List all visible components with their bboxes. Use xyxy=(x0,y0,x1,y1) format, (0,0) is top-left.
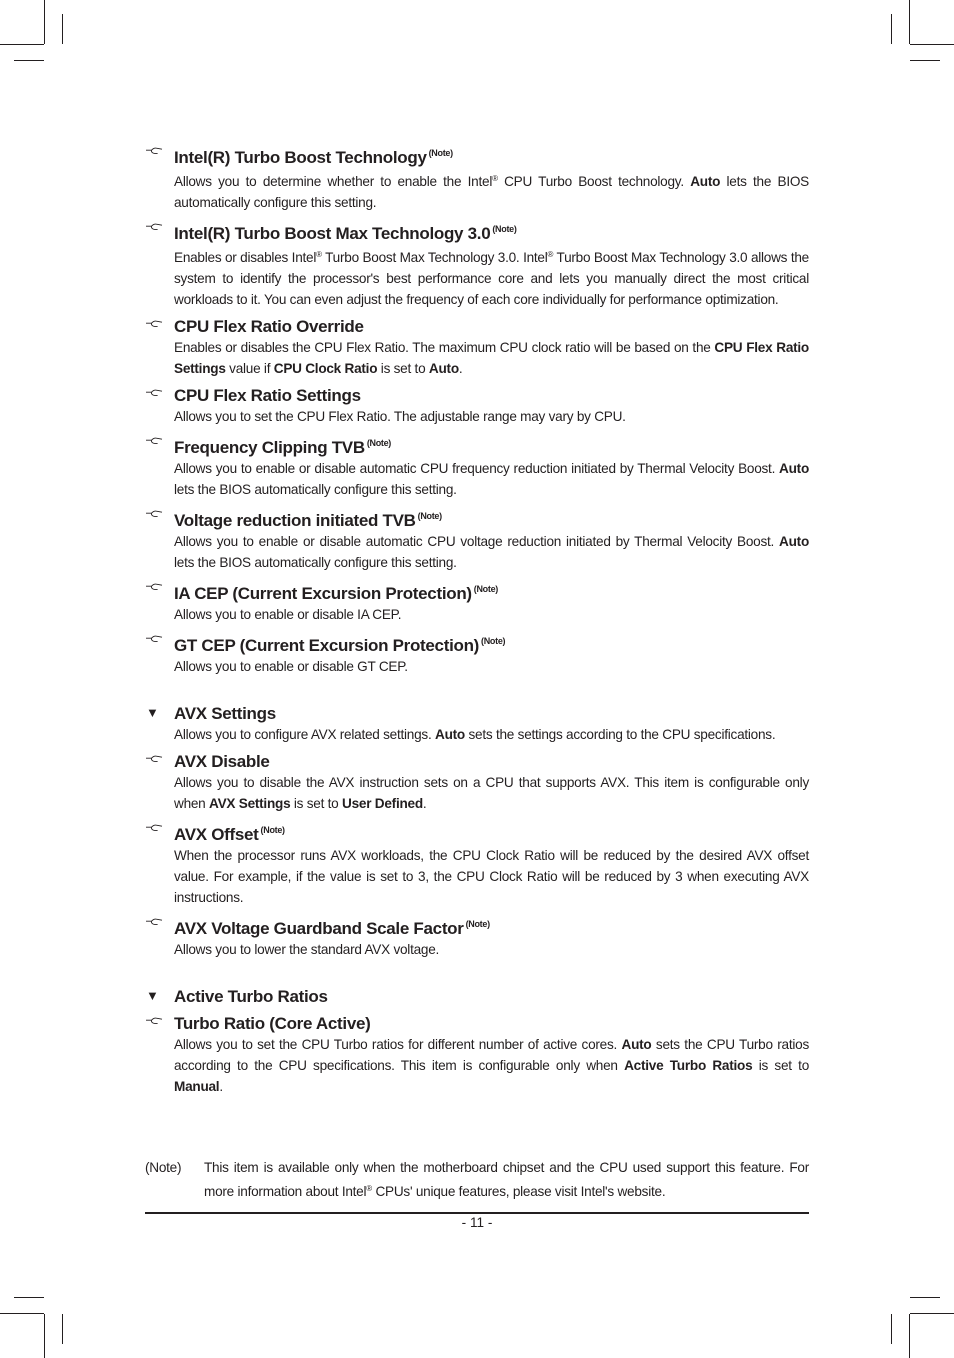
footnote-label: (Note) xyxy=(145,1160,182,1175)
setting-title: CPU Flex Ratio Override xyxy=(174,317,364,336)
setting-description: Allows you to determine whether to enable the Intel® CPU Turbo Boost technology. Auto lets the BIOS automatically configure this setting. xyxy=(174,174,809,210)
note-marker: (Note) xyxy=(428,148,453,158)
setting-description: When the processor runs AVX workloads, the CPU Clock Ratio will be reduced by the desired AVX offset value. For example, if the value is set to 3, the CPU Clock Ratio will be reduced by 3 when executing AVX instructions. xyxy=(174,848,809,905)
crop-mark xyxy=(910,44,954,45)
setting-title: GT CEP (Current Excursion Protection) $^{(Note)}$ xyxy=(174,636,506,655)
crop-mark xyxy=(891,1314,892,1344)
setting-description: Allows you to lower the standard AVX voltage. xyxy=(174,942,440,957)
setting-title: Intel(R) Turbo Boost Technology $^{(Note)}$ xyxy=(174,148,453,167)
note-marker: (Note) xyxy=(417,511,442,521)
setting-title: Turbo Ratio (Core Active) xyxy=(174,1014,371,1033)
note-marker: (Note) xyxy=(465,919,490,929)
setting-description: Enables or disables the CPU Flex Ratio. The maximum CPU clock ratio will be based on the CPU Flex Ratio Settings value if CPU Clock Ratio is set to Auto. xyxy=(174,340,809,376)
pointing-hand-icon xyxy=(145,753,163,765)
pointing-hand-icon xyxy=(145,916,163,928)
setting-title: AVX Disable xyxy=(174,752,270,771)
setting-title: Voltage reduction initiated TVB $^{(Note)}$ xyxy=(174,511,442,530)
crop-mark xyxy=(0,1313,44,1314)
setting-entry xyxy=(145,751,809,814)
pointing-hand-icon xyxy=(145,387,163,399)
setting-entry xyxy=(145,433,809,500)
setting-description: Allows you to configure AVX related settings. Auto sets the settings according to the CPU specifications. xyxy=(174,727,776,742)
setting-entry xyxy=(145,506,809,573)
setting-description: Allows you to set the CPU Flex Ratio. The adjustable range may vary by CPU. xyxy=(174,409,626,424)
crop-mark xyxy=(62,1314,63,1344)
setting-entry xyxy=(145,914,809,960)
setting-description: Enables or disables Intel® Turbo Boost Max Technology 3.0. Intel® Turbo Boost Max Technology 3.0 allows the system to identify the processor's best performance core and lets you manually direct the most critical workloads to it. You can even adjust the frequency of each core individually for performance optimization. xyxy=(174,250,809,307)
setting-title: CPU Flex Ratio Settings xyxy=(174,386,361,405)
setting-entry xyxy=(145,579,809,625)
setting-entry xyxy=(145,820,809,908)
pointing-hand-icon xyxy=(145,822,163,834)
pointing-hand-icon xyxy=(145,581,163,593)
setting-description: Allows you to enable or disable automatic CPU voltage reduction initiated by Thermal Velocity Boost. Auto lets the BIOS automatically configure this setting. xyxy=(174,534,809,570)
setting-title: AVX Offset $^{(Note)}$ xyxy=(174,825,285,844)
setting-title: AVX Settings xyxy=(174,704,276,723)
pointing-hand-icon xyxy=(145,318,163,330)
crop-mark xyxy=(910,1297,940,1298)
crop-mark xyxy=(891,14,892,44)
setting-description: Allows you to enable or disable IA CEP. xyxy=(174,607,402,622)
setting-entry xyxy=(145,143,809,213)
section-entry xyxy=(145,986,809,1007)
setting-title: Frequency Clipping TVB $^{(Note)}$ xyxy=(174,438,392,457)
bios-settings-list xyxy=(145,143,809,1097)
crop-mark xyxy=(44,0,45,44)
note-marker: (Note) xyxy=(481,636,506,646)
crop-mark xyxy=(62,14,63,44)
setting-entry xyxy=(145,219,809,310)
note-marker: (Note) xyxy=(473,584,498,594)
pointing-hand-icon xyxy=(145,145,163,157)
pointing-hand-icon xyxy=(145,221,163,233)
pointing-hand-icon xyxy=(145,435,163,447)
setting-entry xyxy=(145,316,809,379)
setting-description: Allows you to disable the AVX instruction sets on a CPU that supports AVX. This item is configurable only when AVX Settings is set to User Defined. xyxy=(174,775,809,811)
setting-title: AVX Voltage Guardband Scale Factor $^{(Note)}$ xyxy=(174,919,490,938)
setting-entry xyxy=(145,631,809,677)
crop-mark xyxy=(14,60,44,61)
crop-mark xyxy=(909,0,910,44)
crop-mark xyxy=(910,60,940,61)
setting-description: Allows you to enable or disable GT CEP. xyxy=(174,659,408,674)
triangle-down-icon: ▼ xyxy=(146,705,159,720)
note-marker: (Note) xyxy=(260,825,285,835)
setting-title: Intel(R) Turbo Boost Max Technology 3.0 $^{(Note)}$ xyxy=(174,224,517,243)
pointing-hand-icon xyxy=(145,508,163,520)
setting-title: IA CEP (Current Excursion Protection) $^{(Note)}$ xyxy=(174,584,498,603)
pointing-hand-icon xyxy=(145,633,163,645)
footnote xyxy=(145,1157,809,1202)
page-number: - 11 - xyxy=(461,1215,493,1230)
setting-title: Active Turbo Ratios xyxy=(174,987,328,1006)
setting-description: Allows you to set the CPU Turbo ratios for different number of active cores. Auto sets the CPU Turbo ratios according to the CPU specifications. This item is configurable only when Active Turbo Ratios is set to Manual. xyxy=(174,1037,810,1094)
setting-entry xyxy=(145,385,809,427)
setting-entry xyxy=(145,1013,809,1097)
crop-mark xyxy=(0,44,44,45)
footnote-text: This item is available only when the motherboard chipset and the CPU used support this feature. For more information about Intel® CPUs' unique features, please visit Intel's website. xyxy=(204,1160,809,1199)
note-marker: (Note) xyxy=(366,438,392,448)
crop-mark xyxy=(910,1313,954,1314)
crop-mark xyxy=(14,1297,44,1298)
section-entry xyxy=(145,703,809,745)
setting-description: Allows you to enable or disable automatic CPU frequency reduction initiated by Thermal Velocity Boost. Auto lets the BIOS automatically configure this setting. xyxy=(174,461,809,497)
crop-mark xyxy=(909,1314,910,1358)
pointing-hand-icon xyxy=(145,1015,163,1027)
note-marker: (Note) xyxy=(492,224,517,234)
crop-mark xyxy=(44,1314,45,1358)
triangle-down-icon: ▼ xyxy=(146,988,159,1003)
